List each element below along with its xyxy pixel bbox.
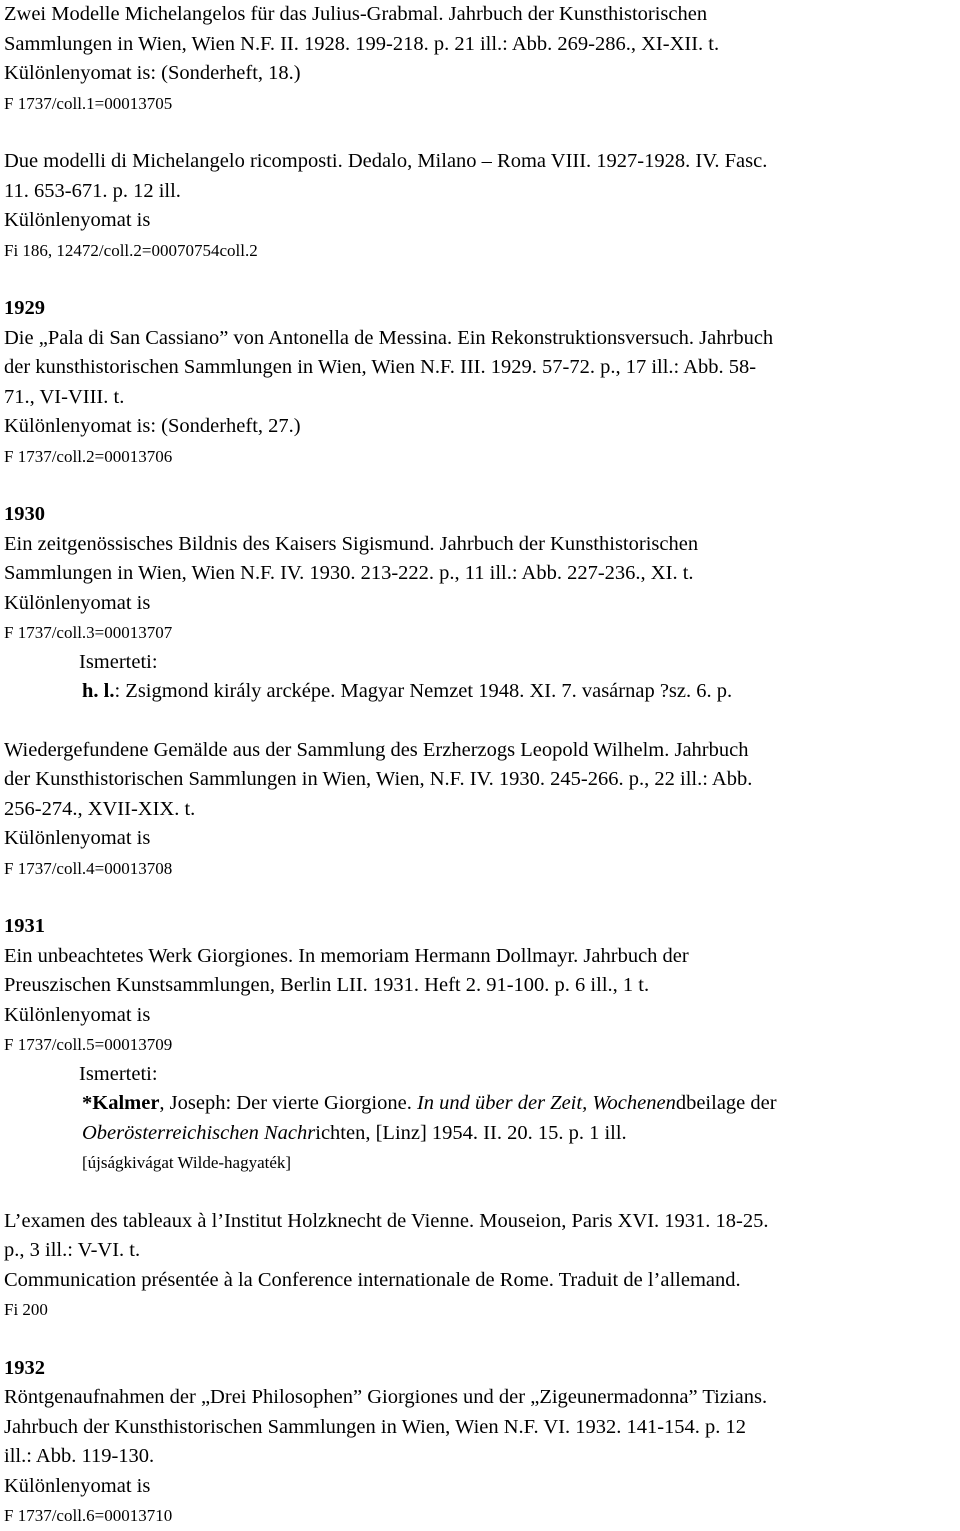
entry-text: Sammlungen in Wien, Wien N.F. IV. 1930. 213-222. p., 11 ill.: Abb. 227-236., XI. t. [4,562,694,584]
entry-text: Sammlungen in Wien, Wien N.F. II. 1928. 199-218. p. 21 ill.: Abb. 269-286., XI-XII. t. [4,32,720,55]
entry-text: Különlenyomat is [4,827,151,849]
review-text: ichten, [Linz] 1954. II. 20. 15. p. 1 ill. [315,1121,627,1144]
entry-text: L’examen des tableaux à l’Institut Holzknecht de Vienne. Mouseion, Paris XVI. 1931. 18-25. [4,1209,769,1232]
call-number: Fi 186, 12472/coll.2=00070754coll.2 [4,240,258,260]
entry-4 [4,530,960,707]
review-periodical: Oberösterreichischen Nachr [82,1121,316,1144]
review-line [4,1119,960,1149]
review-line [4,677,960,707]
entry-text: Különlenyomat is [4,1474,151,1497]
entry-1 [4,0,960,118]
entry-5 [4,736,960,884]
entry-text: Röntgenaufnahmen der „Drei Philosophen” Giorgiones und der „Zigeunermadonna” Tizians. [4,1386,768,1408]
entry-text: Különlenyomat is: (Sonderheft, 27.) [4,415,301,437]
call-number: F 1737/coll.2=00013706 [4,446,173,466]
review-label: Ismerteti: [79,1062,158,1085]
entry-text: Különlenyomat is: (Sonderheft, 18.) [4,62,301,84]
entry-text: Ein unbeachtetes Werk Giorgiones. In memoriam Hermann Dollmayr. Jahrbuch der [4,944,689,967]
entry-text: Preuszischen Kunstsammlungen, Berlin LII. 1931. Heft 2. 91-100. p. 6 ill., 1 t. [4,974,650,996]
call-number: F 1737/coll.5=00013709 [4,1035,173,1054]
entry-text: 71., VI-VIII. t. [4,385,125,408]
call-number: F 1737/coll.4=00013708 [4,858,173,878]
call-number: F 1737/coll.1=00013705 [4,93,173,113]
entry-text: 256-274., XVII-XIX. t. [4,797,196,820]
entry-text: Due modelli di Michelangelo ricomposti. Dedalo, Milano – Roma VIII. 1927-1928. IV. Fasc. [4,150,768,172]
call-number: F 1737/coll.6=00013710 [4,1506,173,1525]
entry-text: Jahrbuch der Kunsthistorischen Sammlungen in Wien, Wien N.F. VI. 1932. 141-154. p. 12 [4,1415,747,1438]
entry-7 [4,1207,960,1325]
call-number: F 1737/coll.3=00013707 [4,623,173,642]
entry-text: der Kunsthistorischen Sammlungen in Wien, Wien, N.F. IV. 1930. 245-266. p., 22 ill.: Abb. [4,768,753,790]
year-heading-1930: 1930 [4,503,45,525]
entry-3 [4,324,960,472]
review-text: dbeilage der [675,1092,777,1114]
entry-text: Communication présentée à la Conference internationale de Rome. Traduit de l’allemand. [4,1268,741,1291]
year-heading-1931: 1931 [4,915,45,937]
entry-text: der kunsthistorischen Sammlungen in Wien, Wien N.F. III. 1929. 57-72. p., 17 ill.: Abb. 58- [4,356,757,378]
entry-2 [4,147,960,265]
review-text: : Zsigmond király arcképe. Magyar Nemzet 1948. XI. 7. vasárnap ?sz. 6. p. [114,680,733,702]
review-note: [újságkivágat Wilde-hagyaték] [82,1153,292,1172]
entry-text: Zwei Modelle Michelangelos für das Julius-Grabmal. Jahrbuch der Kunsthistorischen [4,3,708,25]
entry-text: Die „Pala di San Cassiano” von Antonella de Messina. Ein Rekonstruktionsversuch. Jahrbuch [4,326,774,349]
entry-text: p., 3 ill.: V-VI. t. [4,1239,141,1261]
review-label: Ismerteti: [79,650,158,673]
entry-text: Különlenyomat is [4,591,151,614]
call-number: Fi 200 [4,1300,48,1319]
review-author: h. l. [82,680,115,702]
year-heading-1932: 1932 [4,1356,45,1379]
entry-6 [4,942,960,1178]
entry-text: Wiedergefundene Gemälde aus der Sammlung des Erzherzogs Leopold Wilhelm. Jahrbuch [4,738,749,761]
year-heading-1929: 1929 [4,297,45,319]
entry-text: Különlenyomat is [4,209,151,231]
entry-text: Ein zeitgenössisches Bildnis des Kaisers Sigismund. Jahrbuch der Kunsthistorischen [4,532,699,555]
review-line [4,1089,960,1119]
review-text: , Joseph: Der vierte Giorgione. [159,1092,417,1114]
review-periodical: In und über der Zeit, Wochenen [416,1092,676,1114]
entry-text: ill.: Abb. 119-130. [4,1445,155,1467]
entry-text: Különlenyomat is [4,1003,151,1026]
entry-text: 11. 653-671. p. 12 ill. [4,179,181,202]
review-author: *Kalmer [82,1092,160,1114]
entry-8 [4,1383,960,1531]
